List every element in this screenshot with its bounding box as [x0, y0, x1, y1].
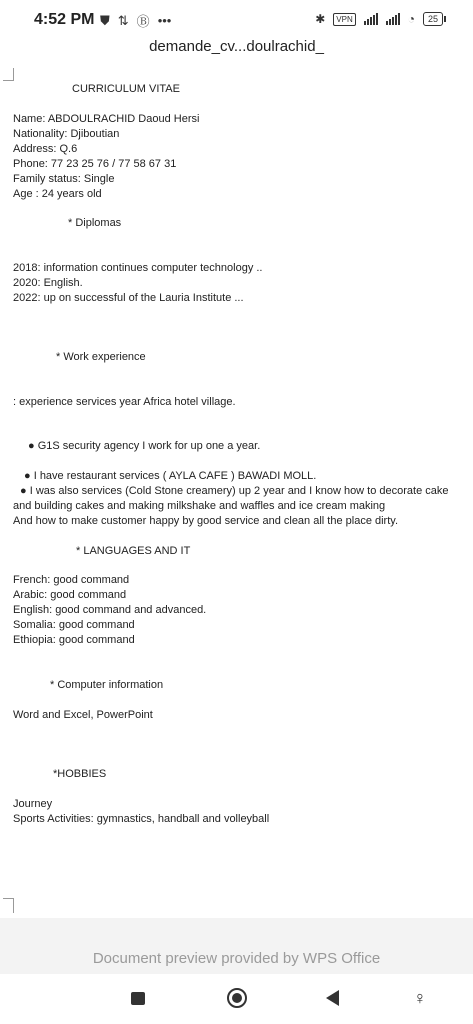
footer-text: Document preview provided by WPS Office — [92, 950, 381, 967]
hobby-line: Journey — [13, 798, 53, 810]
back-button[interactable] — [318, 986, 346, 1010]
accessibility-button[interactable] — [406, 986, 434, 1010]
diploma-line: 2018: information continues computer technology .. — [13, 262, 263, 274]
personal-line: Age : 24 years old — [13, 188, 102, 200]
personal-line: Name: ABDOULRACHID Daoud Hersi — [13, 113, 200, 125]
computer-line: Word and Excel, PowerPoint — [13, 709, 153, 721]
signal-icon-2 — [386, 13, 400, 25]
battery-icon: 25 — [423, 12, 443, 26]
status-bar — [0, 0, 473, 40]
network-speed-icon: ⇅ — [117, 12, 129, 28]
page-corner-marker — [3, 68, 14, 81]
preview-footer — [0, 918, 473, 974]
diploma-line: 2020: English. — [13, 277, 83, 289]
language-line: French: good command — [13, 574, 130, 586]
home-icon — [227, 988, 247, 1008]
cv-heading: CURRICULUM VITAE — [72, 83, 180, 95]
personal-line: Address: Q.6 — [13, 143, 78, 155]
recents-button[interactable] — [124, 986, 152, 1010]
more-dots-icon: ••• — [157, 13, 172, 28]
work-item: ● I was also services (Cold Stone creamery) up 2 year and I know how to decorate cake — [20, 485, 449, 497]
b-badge-icon: Ⓑ — [136, 14, 150, 29]
home-button[interactable] — [223, 986, 251, 1010]
back-icon — [326, 990, 339, 1006]
language-line: Ethiopia: good command — [13, 634, 135, 646]
language-line: Arabic: good command — [13, 589, 127, 601]
computer-heading: * Computer information — [50, 679, 164, 691]
language-line: Somalia: good command — [13, 619, 135, 631]
languages-heading: * LANGUAGES AND IT — [76, 545, 191, 557]
wifi-icon: ◔ — [407, 12, 415, 26]
page-corner-marker — [3, 898, 14, 913]
recents-icon — [131, 992, 145, 1005]
notification-icons — [100, 11, 171, 30]
shield-icon: ⛊ — [100, 12, 110, 28]
diplomas-heading: * Diplomas — [68, 217, 122, 229]
navigation-bar — [0, 974, 473, 1024]
work-item: and building cakes and making milkshake and waffles and ice cream making — [13, 500, 386, 512]
bluetooth-icon: ✱ — [315, 12, 326, 26]
work-heading: * Work experience — [56, 351, 146, 363]
signal-icon — [364, 13, 378, 25]
personal-line: Phone: 77 23 25 76 / 77 58 67 31 — [13, 158, 177, 170]
system-icons — [315, 12, 443, 26]
work-item: ● I have restaurant services ( AYLA CAFE ) BAWADI MOLL. — [24, 470, 317, 482]
document-title: demande_cv...doulrachid_ — [149, 38, 324, 55]
language-line: English: good command and advanced. — [13, 604, 207, 616]
vpn-icon: VPN — [333, 13, 355, 26]
hobbies-heading: *HOBBIES — [53, 768, 107, 780]
status-time: 4:52 PM — [34, 11, 95, 28]
diploma-line: 2022: up on successful of the Lauria Institute ... — [13, 292, 244, 304]
accessibility-icon: ♀ — [413, 987, 427, 1008]
work-item: And how to make customer happy by good service and clean all the place dirty. — [13, 515, 399, 527]
personal-line: Family status: Single — [13, 173, 115, 185]
work-item: ● G1S security agency I work for up one a year. — [28, 440, 261, 452]
hobby-line: Sports Activities: gymnastics, handball and volleyball — [13, 813, 270, 825]
work-intro: : experience services year Africa hotel village. — [13, 396, 236, 408]
personal-line: Nationality: Djiboutian — [13, 128, 120, 140]
